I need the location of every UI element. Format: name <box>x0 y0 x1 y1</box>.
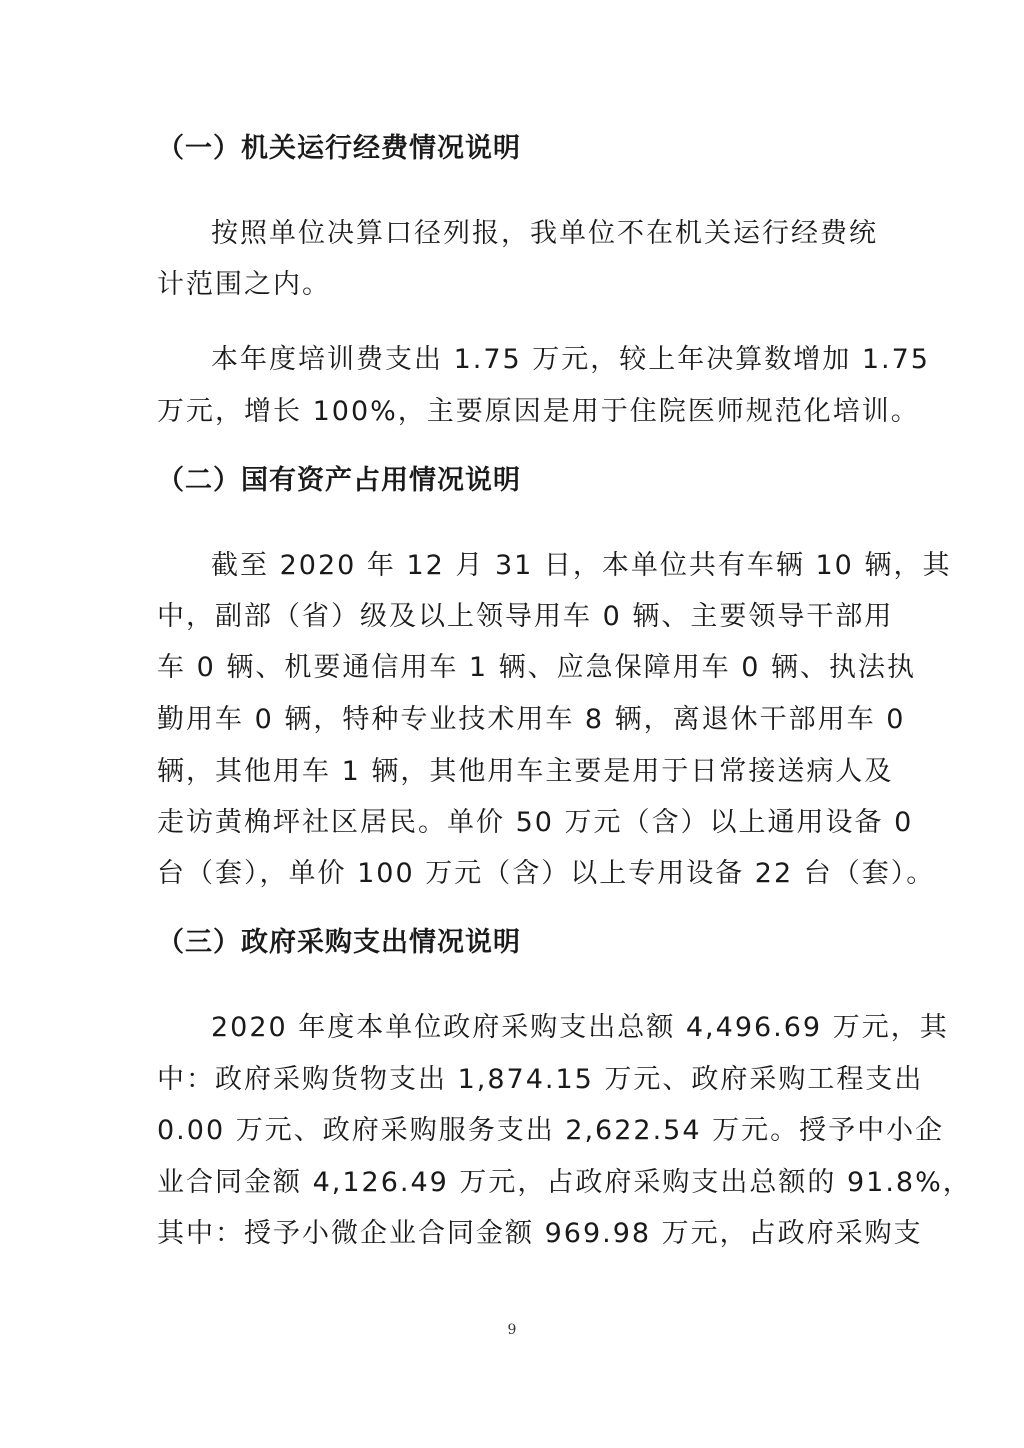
paragraph-line: 辆，其他用车 1 辆，其他用车主要是用于日常接送病人及 <box>157 756 894 787</box>
paragraph-line: 中，副部（省）级及以上领导用车 0 辆、主要领导干部用 <box>157 601 894 632</box>
paragraph-line: 万元，增长 100%，主要原因是用于住院医师规范化培训。 <box>157 396 920 427</box>
paragraph-line: 台（套），单价 100 万元（含）以上专用设备 22 台（套）。 <box>157 858 936 889</box>
section-heading-2: （二）国有资产占用情况说明 <box>157 465 521 496</box>
section-heading-3: （三）政府采购支出情况说明 <box>157 927 521 958</box>
paragraph-line: 截至 2020 年 12 月 31 日，本单位共有车辆 10 辆，其 <box>211 550 952 581</box>
paragraph-line: 本年度培训费支出 1.75 万元，较上年决算数增加 1.75 <box>211 344 930 375</box>
section-heading-1: （一）机关运行经费情况说明 <box>157 133 521 164</box>
paragraph-line: 0.00 万元、政府采购服务支出 2,622.54 万元。授予中小企 <box>157 1115 945 1146</box>
paragraph-line: 走访黄桷坪社区居民。单价 50 万元（含）以上通用设备 0 <box>157 807 914 838</box>
paragraph-line: 业合同金额 4,126.49 万元，占政府采购支出总额的 91.8%， <box>157 1167 972 1198</box>
page-number: 9 <box>507 1322 517 1338</box>
paragraph-line: 勤用车 0 辆，特种专业技术用车 8 辆，离退休干部用车 0 <box>157 704 906 735</box>
paragraph-line: 计范围之内。 <box>157 269 331 300</box>
paragraph-line: 其中：授予小微企业合同金额 969.98 万元，占政府采购支 <box>157 1218 923 1249</box>
paragraph-line: 按照单位决算口径列报，我单位不在机关运行经费统 <box>211 218 878 249</box>
paragraph-line: 中：政府采购货物支出 1,874.15 万元、政府采购工程支出 <box>157 1064 924 1095</box>
paragraph-line: 车 0 辆、机要通信用车 1 辆、应急保障用车 0 辆、执法执 <box>157 652 917 683</box>
paragraph-line: 2020 年度本单位政府采购支出总额 4,496.69 万元，其 <box>211 1012 949 1043</box>
